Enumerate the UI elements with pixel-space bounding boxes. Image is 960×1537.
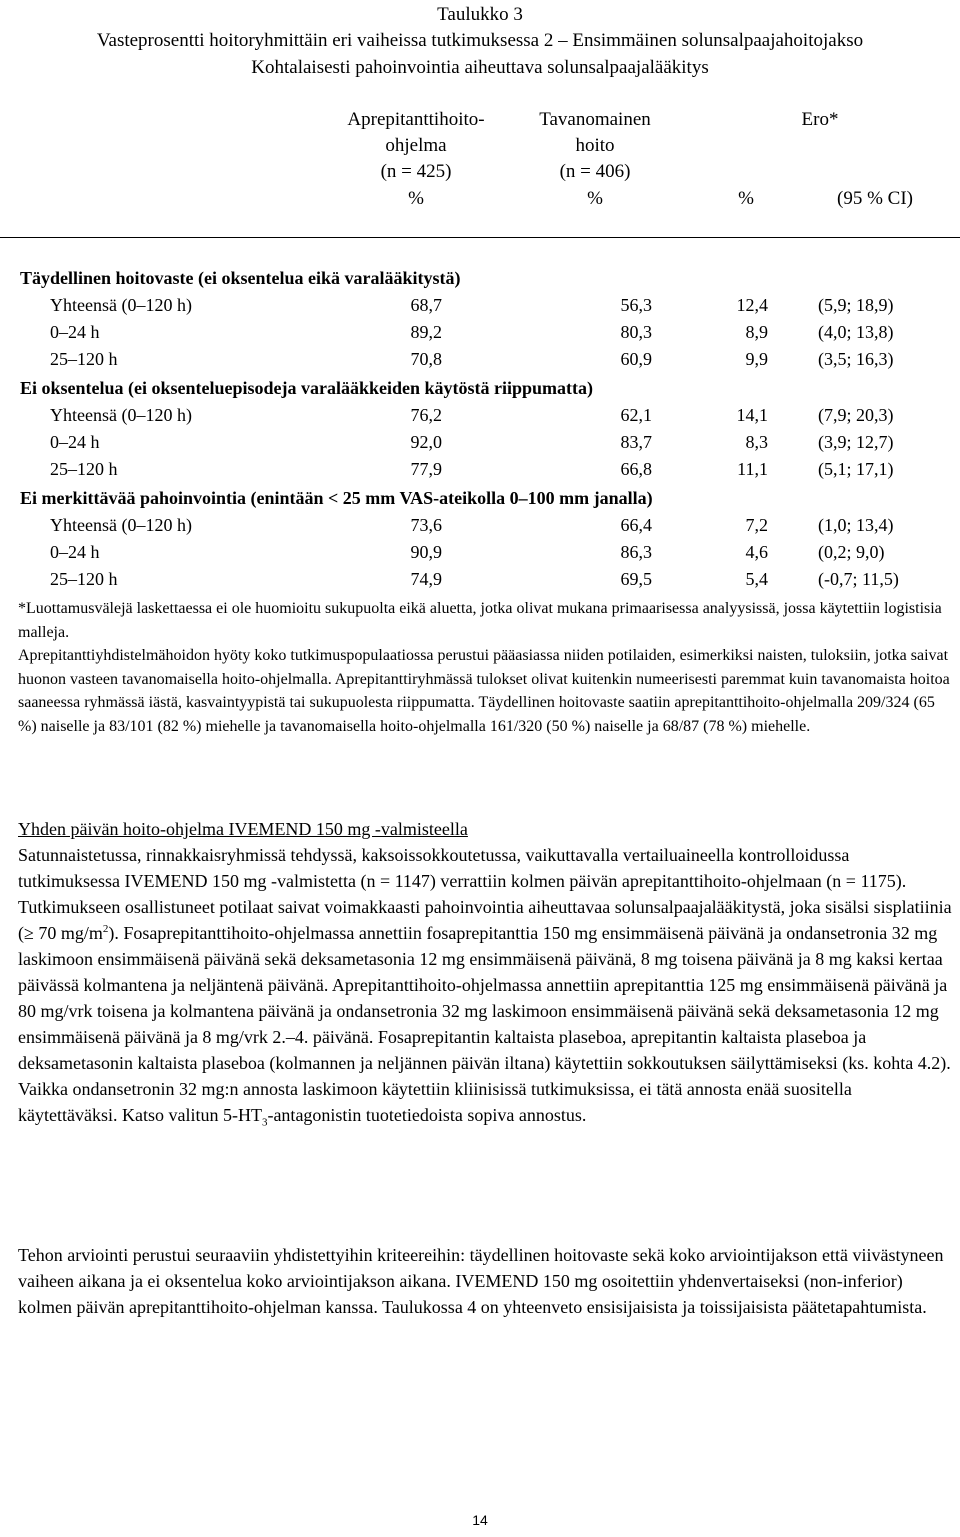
cell-ci: (7,9; 20,3): [818, 405, 894, 425]
col-header-standard-n: (n = 406): [559, 161, 631, 182]
col-header-standard: Tavanomainen: [539, 109, 651, 130]
cell-standard: 80,3: [620, 322, 652, 342]
col-header-difference-unit: %: [738, 188, 754, 209]
cell-difference: 5,4: [745, 569, 768, 589]
cell-ci: (4,0; 13,8): [818, 322, 894, 342]
page-number: 14: [472, 1512, 488, 1528]
subscript: 3: [261, 1116, 268, 1129]
cell-aprepitant: 68,7: [410, 295, 442, 315]
table-caption-subtitle: Kohtalaisesti pahoinvointia aiheuttava solunsalpaajalääkitys: [251, 57, 709, 78]
cell-standard: 62,1: [620, 405, 652, 425]
cell-ci: (-0,7; 11,5): [818, 569, 899, 589]
row-label: 25–120 h: [50, 349, 118, 369]
cell-standard: 56,3: [620, 295, 652, 315]
cell-aprepitant: 90,9: [410, 542, 442, 562]
cell-aprepitant: 77,9: [410, 459, 442, 479]
table-header-rule: [0, 237, 960, 238]
cell-aprepitant: 73,6: [410, 515, 442, 535]
cell-ci: (1,0; 13,4): [818, 515, 894, 535]
cell-standard: 66,4: [620, 515, 652, 535]
cell-aprepitant: 92,0: [410, 432, 442, 452]
table-caption-title: Vasteprosentti hoitoryhmittäin eri vaiheissa tutkimuksessa 2 – Ensimmäinen solunsalpaajahoitojakso: [96, 30, 864, 51]
cell-ci: (0,2; 9,0): [818, 542, 885, 562]
col-header-aprepitant-n: (n = 425): [380, 161, 452, 182]
paragraph-text: ). Fosaprepitanttihoito-ohjelmassa annettiin fosaprepitanttia 150 mg ensimmäisenä päivänä ja ondansetronia 32 mg laskimoon ensimmäisenä päivänä sekä deksametasonia 12 mg ensimmäisenä päivänä, 8 mg toisena päivänä ja 8 mg kaksi kertaa päivässä kolmantena ja neljäntenä päivänä. Aprepitanttihoito-ohjelmassa annettiin aprepitanttia 125 mg ensimmäisenä päivänä ja 80 mg/vrk toisena ja kolmantena päivänä ja ondansetronia 32 mg laskimoon ensimmäisenä päivänä sekä deksametasonia 12 mg ensimmäisenä päivänä ja 8 mg/vrk 2.–4. päivänä. Fosaprepitantin kaltaista plaseboa, aprepitantin kaltaista plaseboa ja deksametasonin kaltaista plaseboa (kolmannen ja neljännen päivän iltana) käytettiin sokkoutuksen säilyttämiseksi (ks. kohta 4.2). Vaikka ondansetronin 32 mg:n annosta laskimoon käytettiin kliinisissä tutkimuksissa, ei tätä annosta enää suositella käytettäväksi. Katso valitun 5-HT: [18, 923, 951, 1125]
col-header-ci: (95 % CI): [837, 188, 913, 209]
section-title: Ei oksentelua (ei oksenteluepisodeja varalääkkeiden käytöstä riippumatta): [20, 378, 594, 398]
cell-ci: (3,9; 12,7): [818, 432, 894, 452]
row-label: Yhteensä (0–120 h): [50, 295, 192, 315]
cell-aprepitant: 76,2: [410, 405, 442, 425]
cell-standard: 83,7: [620, 432, 652, 452]
greater-equal-symbol: ≥: [24, 923, 34, 943]
row-label: Yhteensä (0–120 h): [50, 405, 192, 425]
cell-aprepitant: 74,9: [410, 569, 442, 589]
cell-aprepitant: 70,8: [410, 349, 442, 369]
row-label: 0–24 h: [50, 542, 100, 562]
section-title: Täydellinen hoitovaste (ei oksentelua eikä varalääkitystä): [20, 268, 461, 288]
subsection-heading: Yhden päivän hoito-ohjelma IVEMEND 150 mg -valmisteella: [18, 819, 468, 839]
cell-standard: 86,3: [620, 542, 652, 562]
cell-difference: 14,1: [736, 405, 768, 425]
row-label: Yhteensä (0–120 h): [50, 515, 192, 535]
col-header-difference: Ero*: [801, 109, 839, 130]
row-label: 25–120 h: [50, 569, 118, 589]
row-label: 25–120 h: [50, 459, 118, 479]
cell-ci: (3,5; 16,3): [818, 349, 894, 369]
row-label: 0–24 h: [50, 322, 100, 342]
results-note: Aprepitanttiyhdistelmähoidon hyöty koko tutkimuspopulaatiossa perustui pääasiassa niiden potilaiden, esimerkiksi naisten, tuloksiin, jotka saivat huonon vasteen tavanomaisella hoito-ohjelmalla. Aprepitanttiryhmässä tulokset olivat kuitenkin numeerisesti paremmat kuin tavanomaista hoitoa saaneessa ryhmässä iästä, kasvaintyypistä tai sukupuolesta riippumatta. Täydellinen hoitovaste saatiin aprepitanttihoito-ohjelmalla 209/324 (65 %) naiselle ja 83/101 (82 %) miehelle ja tavanomaisella hoito-ohjelmalla 161/320 (50 %) naiselle ja 68/87 (78 %) miehelle.: [18, 647, 950, 735]
cell-difference: 11,1: [737, 459, 768, 479]
table-footnote: *Luottamusvälejä laskettaessa ei ole huomioitu sukupuolta eikä aluetta, jotka olivat mukana primaarisessa analyysissä, jossa käytettiin logistisia malleja.: [18, 600, 942, 641]
cell-difference: 7,2: [745, 515, 768, 535]
paragraph-text: 70 mg/m: [33, 923, 103, 943]
paragraph-text: Satunnaistetussa, rinnakkaisryhmissä tehdyssä, kaksoissokkoutetussa, vaikuttavalla vertailuaineella kontrolloidussa tutkimuksessa IVEMEND 150 mg -valmistetta (n = 1147) verrattiin kolmen päivän aprepitanttihoito-ohjelmaan (n = 1175). Tutkimukseen osallistuneet potilaat saivat voimakkaasti pahoinvointia aiheuttavaa solunsalpaajalääkitystä, joka sisälsi sisplatiinia (: [18, 845, 952, 943]
study-description-paragraph: [18, 842, 953, 1128]
cell-standard: 60,9: [620, 349, 652, 369]
cell-standard: 66,8: [620, 459, 652, 479]
cell-ci: (5,1; 17,1): [818, 459, 894, 479]
table-caption-label: Taulukko 3: [437, 4, 523, 25]
col-header-standard: hoito: [575, 135, 615, 156]
cell-standard: 69,5: [620, 569, 652, 589]
col-header-aprepitant-unit: %: [408, 188, 424, 209]
paragraph-text: -antagonistin tuotetiedoista sopiva annostus.: [267, 1105, 587, 1125]
cell-difference: 8,3: [745, 432, 768, 452]
cell-difference: 12,4: [736, 295, 768, 315]
col-header-aprepitant: Aprepitanttihoito-: [347, 109, 485, 130]
section-title: Ei merkittävää pahoinvointia (enintään < 25 mm VAS-ateikolla 0–100 mm janalla): [20, 488, 653, 508]
superscript: 2: [102, 923, 109, 935]
row-label: 0–24 h: [50, 432, 100, 452]
cell-difference: 4,6: [745, 542, 768, 562]
cell-difference: 8,9: [745, 322, 768, 342]
cell-aprepitant: 89,2: [410, 322, 442, 342]
col-header-aprepitant: ohjelma: [385, 135, 447, 156]
cell-ci: (5,9; 18,9): [818, 295, 894, 315]
efficacy-paragraph: Tehon arviointi perustui seuraaviin yhdistettyihin kriteereihin: täydellinen hoitovaste sekä koko arviointijakson että viivästyneen vaiheen aikana ja ei oksentelua koko arviointijakson aikana. IVEMEND 150 mg osoitettiin yhdenvertaiseksi (non-inferior) kolmen päivän aprepitanttihoito-ohjelman kanssa. Taulukossa 4 on yhteenveto ensisijaisista ja toissijaisista päätetapahtumista.: [18, 1245, 944, 1317]
cell-difference: 9,9: [745, 349, 768, 369]
col-header-standard-unit: %: [587, 188, 603, 209]
